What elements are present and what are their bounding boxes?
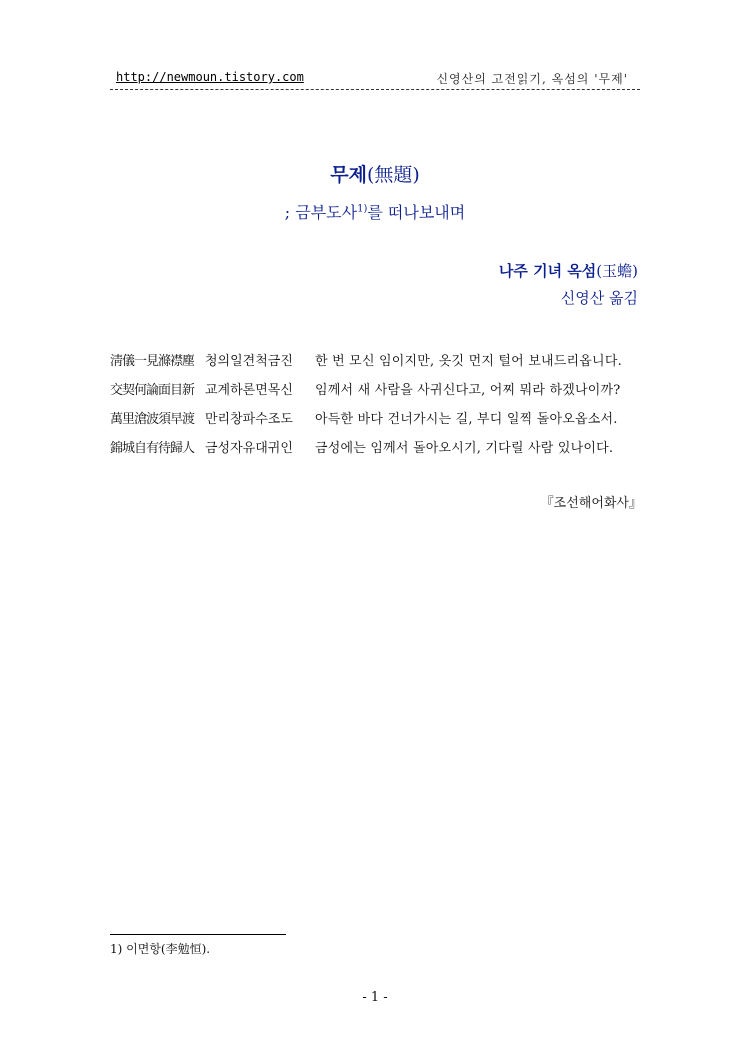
author-hanja: (玉蟾) [596,262,638,280]
poem-hanja: 錦城自有待歸人 [110,441,195,456]
poem-line [110,439,650,468]
poem-reading: 교계하론면목신 [205,383,293,398]
poem-hanja: 淸儀一見滌襟塵 [110,354,195,369]
document-title [0,160,750,187]
author-block [499,258,638,312]
poem-hanja: 交契何論面目新 [110,383,195,398]
poem-translation: 임께서 새 사람을 사귀신다고, 어찌 뭐라 하겠나이까? [315,383,621,398]
page-number: - 1 - [362,990,388,1005]
footnote-divider [110,934,286,935]
footnote: 1) 이면항(李勉恒). [110,942,211,956]
header-title: 신영산의 고전읽기, 옥섬의 '무제' [436,72,628,86]
poem-line [110,352,650,381]
header-divider [110,89,640,90]
author-name: 나주 기녀 옥섬 [498,262,597,280]
poem-reading: 청의일견척금진 [205,354,293,369]
poem-reading: 만리창파수조도 [205,412,293,427]
author-line-1 [499,258,638,285]
poem-translation: 한 번 모신 임이지만, 옷깃 먼지 털어 보내드리옵니다. [315,354,622,369]
translator-line: 신영산 옮김 [560,289,638,307]
poem-hanja: 萬里滄波須早渡 [110,412,195,427]
poem-line [110,410,650,439]
document-subtitle [0,200,750,223]
page-header [110,68,640,88]
poem-translation: 아득한 바다 건너가시는 길, 부디 일찍 돌아오옵소서. [315,412,618,427]
poem-line [110,381,650,410]
title-main: 무제 [330,164,367,186]
footnote-reference[interactable]: 1) [357,203,368,215]
blog-link[interactable]: http://newmoun.tistory.com [116,70,304,84]
poem-translation: 금성에는 임께서 돌아오시기, 기다릴 사람 있나이다. [315,441,614,456]
subtitle-prefix: ; 금부도사 [284,203,358,222]
subtitle-suffix: 를 떠나보내며 [367,203,466,222]
title-hanja: (無題) [366,164,420,186]
poem-reading: 금성자유대귀인 [205,441,293,456]
source-citation: 『조선해어화사』 [540,496,642,511]
poem-block [110,352,650,468]
